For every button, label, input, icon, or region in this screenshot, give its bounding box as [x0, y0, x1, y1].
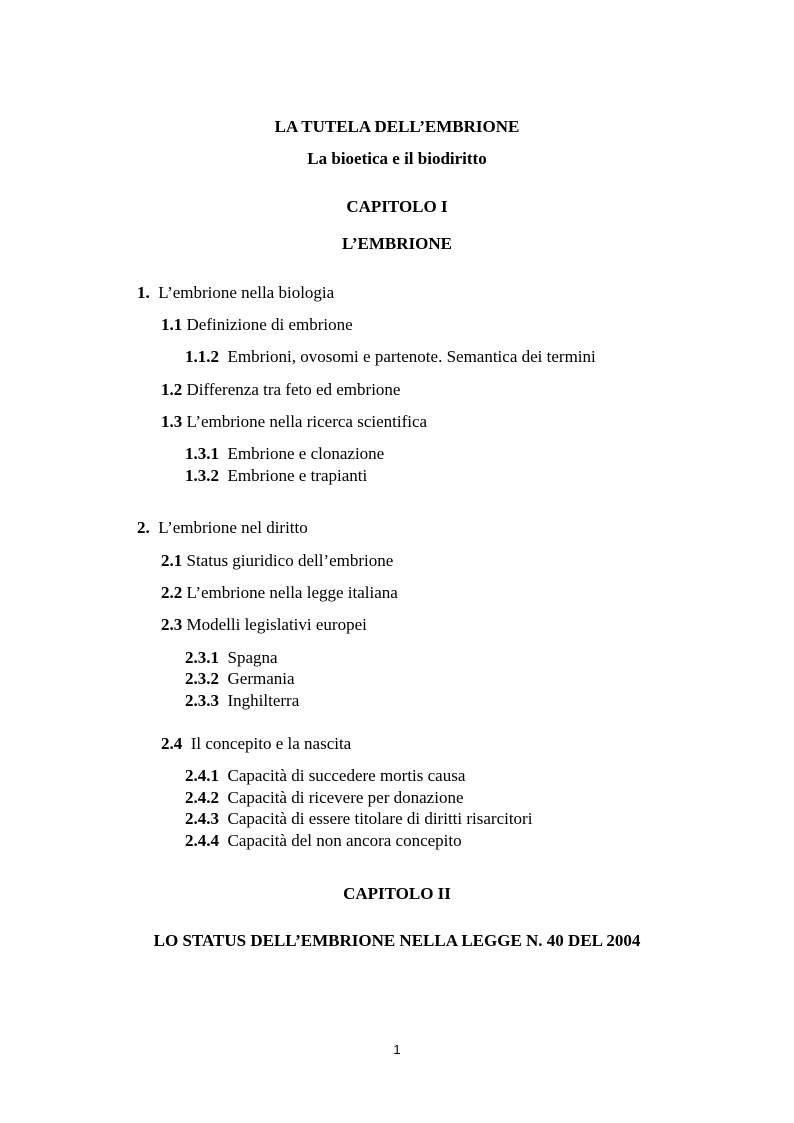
toc-entry-2-3-2 — [185, 670, 295, 687]
toc-number: 1.2 — [161, 380, 183, 399]
toc-entry-2-4-4 — [185, 832, 462, 849]
toc-number: 2.4.3 — [185, 809, 219, 828]
toc-text: L’embrione nel diritto — [158, 518, 308, 537]
toc-number: 2.3.2 — [185, 669, 219, 688]
toc-number: 2.4.1 — [185, 766, 219, 785]
toc-number: 2.4 — [161, 734, 183, 753]
chapter-2-title: LO STATUS DELL’EMBRIONE NELLA LEGGE N. 40 DEL 2004 — [153, 931, 641, 950]
toc-text: Capacità di essere titolare di diritti risarcitori — [227, 809, 533, 828]
toc-text: Embrione e clonazione — [227, 444, 385, 463]
document-title: LA TUTELA DELL’EMBRIONE — [274, 117, 520, 136]
chapter-1-heading: CAPITOLO I — [346, 197, 448, 216]
toc-entry-2-4-3 — [185, 810, 532, 827]
toc-entry-2-4 — [161, 735, 351, 752]
toc-entry-2-3-3 — [185, 692, 299, 709]
toc-text: L’embrione nella ricerca scientifica — [186, 412, 428, 431]
toc-text: Capacità del non ancora concepito — [227, 831, 462, 850]
toc-entry-2 — [137, 519, 308, 536]
toc-number: 1.3.2 — [185, 466, 219, 485]
toc-number: 2. — [137, 518, 150, 537]
toc-text: Modelli legislativi europei — [186, 615, 367, 634]
toc-entry-1-3 — [161, 413, 427, 430]
document-subtitle: La bioetica e il biodiritto — [307, 149, 487, 168]
toc-entry-2-1 — [161, 552, 393, 569]
toc-entry-1-3-1 — [185, 445, 384, 462]
toc-number: 1.1 — [161, 315, 183, 334]
page-number: 1 — [393, 1042, 401, 1057]
chapter-1-title: L’EMBRIONE — [342, 234, 452, 253]
toc-number: 2.3 — [161, 615, 183, 634]
toc-number: 1.3.1 — [185, 444, 219, 463]
toc-number: 2.3.1 — [185, 648, 219, 667]
toc-entry-1-2 — [161, 381, 400, 398]
toc-text: Il concepito e la nascita — [190, 734, 352, 753]
toc-number: 2.3.3 — [185, 691, 219, 710]
toc-number: 1.1.2 — [185, 347, 219, 366]
toc-text: Spagna — [227, 648, 278, 667]
toc-text: L’embrione nella biologia — [158, 283, 335, 302]
toc-entry-2-2 — [161, 584, 398, 601]
toc-entry-2-3 — [161, 616, 367, 633]
toc-entry-1-1 — [161, 316, 353, 333]
toc-text: Inghilterra — [227, 691, 300, 710]
toc-number: 1.3 — [161, 412, 183, 431]
toc-entry-2-4-2 — [185, 789, 463, 806]
toc-text: Differenza tra feto ed embrione — [186, 380, 401, 399]
toc-text: Embrione e trapianti — [227, 466, 368, 485]
toc-text: Capacità di ricevere per donazione — [227, 788, 464, 807]
toc-text: L’embrione nella legge italiana — [186, 583, 398, 602]
toc-entry-1 — [137, 284, 334, 301]
toc-text: Capacità di succedere mortis causa — [227, 766, 466, 785]
toc-text: Status giuridico dell’embrione — [186, 551, 394, 570]
toc-number: 1. — [137, 283, 150, 302]
toc-number: 2.4.2 — [185, 788, 219, 807]
toc-text: Embrioni, ovosomi e partenote. Semantica dei termini — [227, 347, 596, 366]
toc-entry-1-1-2 — [185, 348, 596, 365]
toc-entry-2-3-1 — [185, 649, 278, 666]
toc-text: Germania — [227, 669, 295, 688]
toc-number: 2.2 — [161, 583, 183, 602]
toc-entry-1-3-2 — [185, 467, 367, 484]
toc-number: 2.1 — [161, 551, 183, 570]
toc-number: 2.4.4 — [185, 831, 219, 850]
toc-text: Definizione di embrione — [186, 315, 353, 334]
chapter-2-heading: CAPITOLO II — [343, 884, 451, 903]
toc-entry-2-4-1 — [185, 767, 465, 784]
